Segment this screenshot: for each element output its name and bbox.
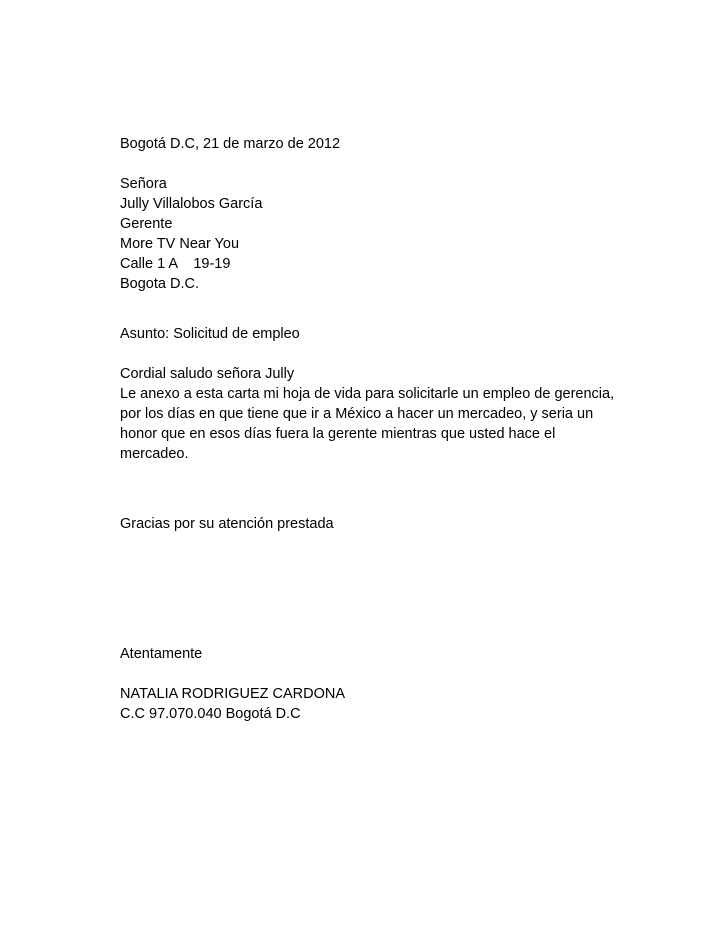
- greeting-line: Cordial saludo señora Jully: [120, 366, 295, 382]
- recipient-company: More TV Near You: [120, 236, 240, 252]
- body-line: honor que en esos días fuera la gerente mientras que usted hace el: [120, 426, 556, 442]
- body-line: por los días en que tiene que ir a México a hacer un mercadeo, y seria un: [120, 406, 594, 422]
- thanks-line: Gracias por su atención prestada: [120, 516, 334, 532]
- subject-line: Asunto: Solicitud de empleo: [120, 326, 300, 342]
- recipient-name: Jully Villalobos García: [120, 196, 263, 212]
- recipient-address: Calle 1 A 19-19: [120, 256, 231, 272]
- closing-line: Atentamente: [120, 646, 203, 662]
- recipient-position: Gerente: [120, 216, 173, 232]
- recipient-title: Señora: [120, 176, 167, 192]
- body-line: mercadeo.: [120, 446, 189, 462]
- signer-id: C.C 97.070.040 Bogotá D.C: [120, 706, 301, 722]
- signer-name: NATALIA RODRIGUEZ CARDONA: [120, 686, 346, 702]
- recipient-city: Bogota D.C.: [120, 276, 199, 292]
- date-line: Bogotá D.C, 21 de marzo de 2012: [120, 136, 341, 152]
- body-line: Le anexo a esta carta mi hoja de vida para solicitarle un empleo de gerencia,: [120, 386, 615, 402]
